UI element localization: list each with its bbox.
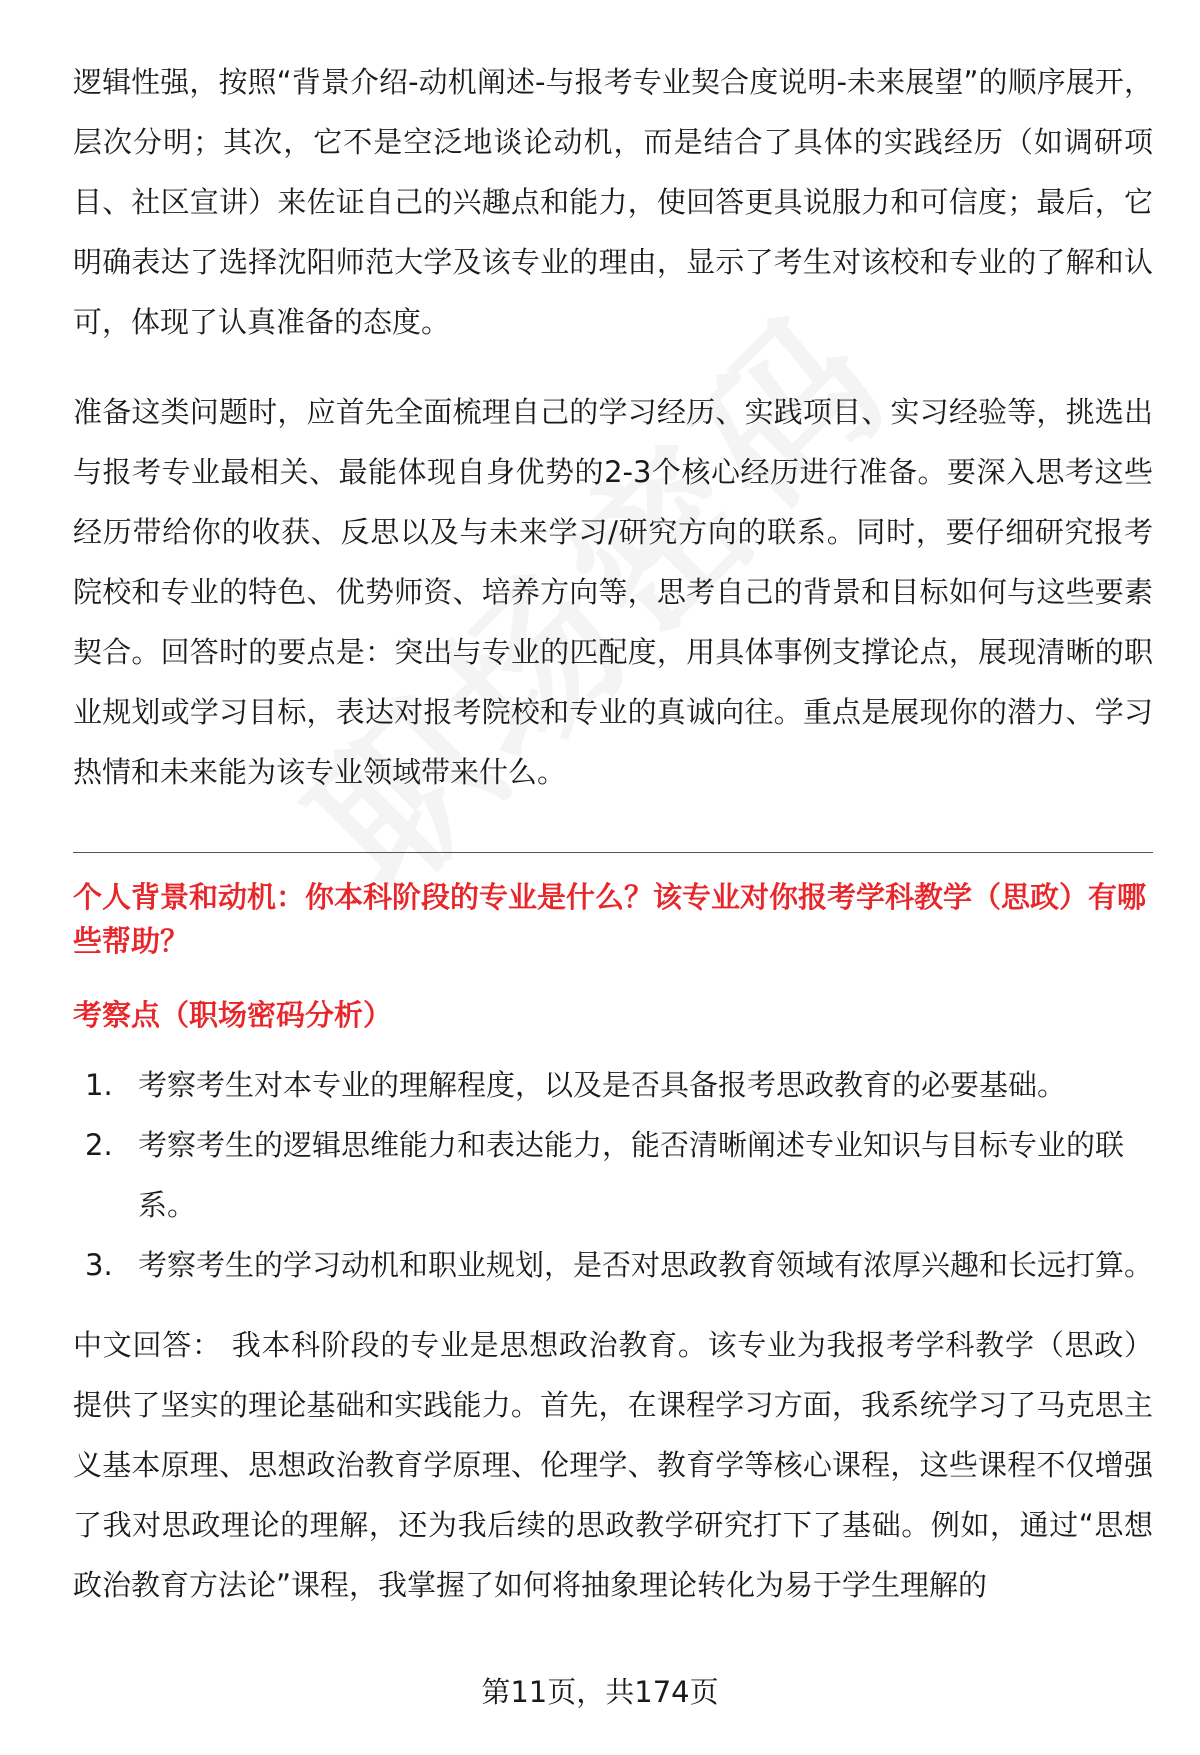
list-item	[73, 1115, 1153, 1235]
list-item-text: 考察考生的学习动机和职业规划，是否对思政教育领域有浓厚兴趣和长远打算。	[138, 1248, 1154, 1282]
page-content	[73, 52, 1153, 1615]
page-footer: 第11页，共174页	[481, 1675, 719, 1709]
list-item-number: 1.	[85, 1068, 113, 1102]
intro-paragraph-1: 逻辑性强，按照“背景介绍-动机阐述-与报考专业契合度说明-未来展望”的顺序展开，层次分明；其次，它不是空泛地谈论动机，而是结合了具体的实践经历（如调研项目、社区宣讲）来佐证自己的兴趣点和能力，使回答更具说服力和可信度；最后，它明确表达了选择沈阳师范大学及该专业的理由，显示了考生对该校和专业的了解和认可，体现了认真准备的态度。	[73, 65, 1153, 339]
list-item-text: 考察考生对本专业的理解程度，以及是否具备报考思政教育的必要基础。	[138, 1068, 1067, 1102]
list-item	[73, 1235, 1153, 1295]
list-item-text: 考察考生的逻辑思维能力和表达能力，能否清晰阐述专业知识与目标专业的联系。	[138, 1128, 1125, 1222]
examine-points-list	[73, 1055, 1153, 1295]
examine-heading: 考察点（职场密码分析）	[73, 998, 393, 1032]
question-heading: 个人背景和动机：你本科阶段的专业是什么？该专业对你报考学科教学（思政）有哪些帮助？	[73, 880, 1147, 958]
answer-text: 我本科阶段的专业是思想政治教育。该专业为我报考学科教学（思政）提供了坚实的理论基础和实践能力。首先，在课程学习方面，我系统学习了马克思主义基本原理、思想政治教育学原理、伦理学、教育学等核心课程，这些课程不仅增强了我对思政理论的理解，还为我后续的思政教学研究打下了基础。例如，通过“思想政治教育方法论”课程，我掌握了如何将抽象理论转化为易于学生理解的	[73, 1328, 1153, 1602]
list-item	[73, 1055, 1153, 1115]
section-divider	[73, 852, 1153, 853]
answer-paragraph	[73, 1315, 1153, 1615]
intro-paragraph-2: 准备这类问题时，应首先全面梳理自己的学习经历、实践项目、实习经验等，挑选出与报考专业最相关、最能体现自身优势的2-3个核心经历进行准备。要深入思考这些经历带给你的收获、反思以及与未来学习/研究方向的联系。同时，要仔细研究报考院校和专业的特色、优势师资、培养方向等，思考自己的背景和目标如何与这些要素契合。回答时的要点是：突出与专业的匹配度，用具体事例支撑论点，展现清晰的职业规划或学习目标，表达对报考院校和专业的真诚向往。重点是展现你的潜力、学习热情和未来能为该专业领域带来什么。	[73, 395, 1153, 789]
list-item-number: 2.	[85, 1128, 113, 1162]
list-item-number: 3.	[85, 1248, 113, 1282]
answer-label: 中文回答：	[73, 1328, 222, 1362]
